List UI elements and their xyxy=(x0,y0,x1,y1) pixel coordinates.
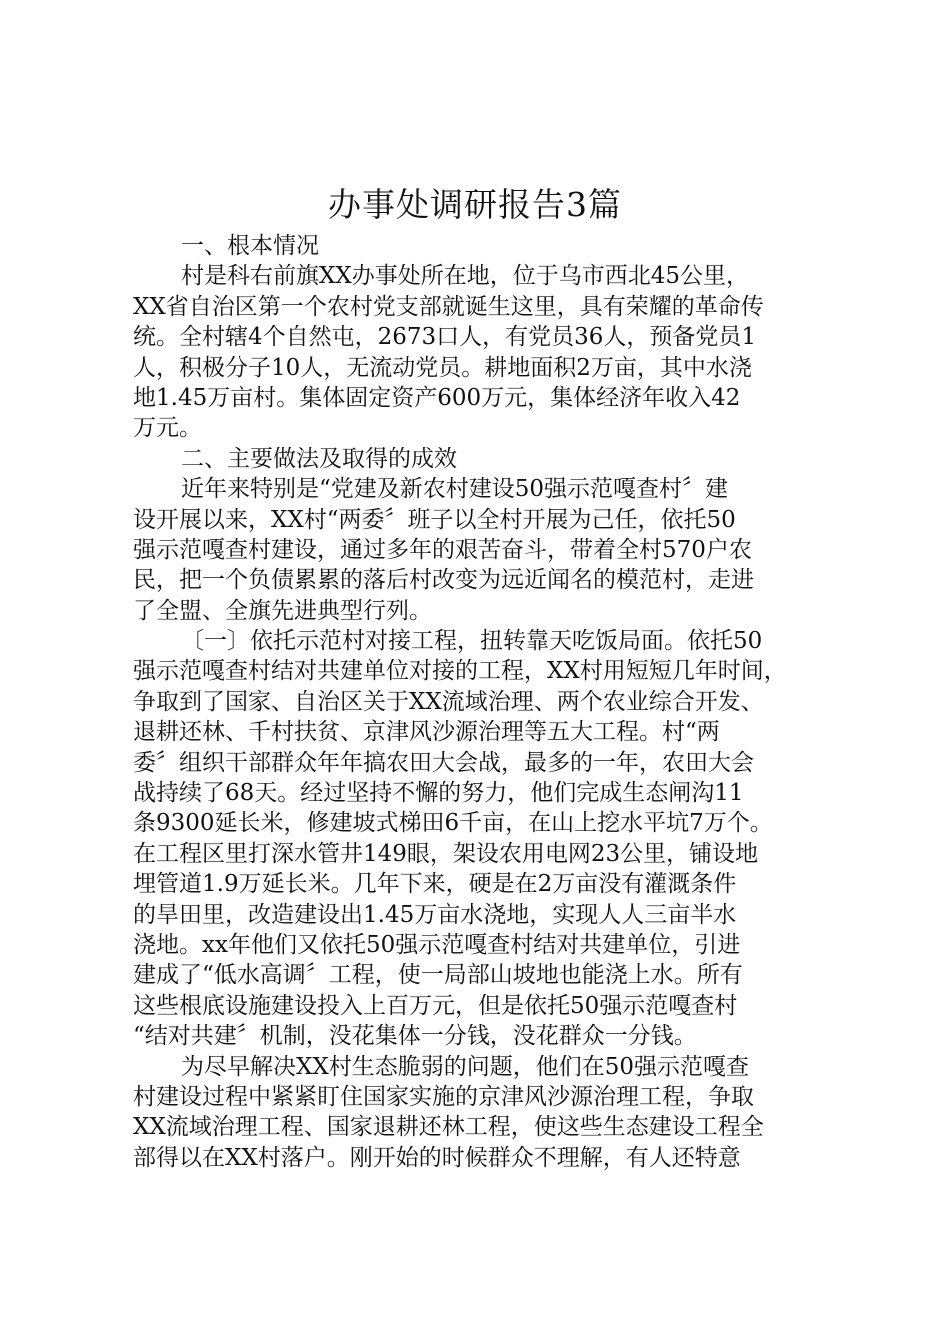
paragraph-line: 退耕还林、千村扶贫、京津风沙源治理等五大工程。村“两 xyxy=(133,719,720,746)
paragraph-line: 地1.45万亩村。集体固定资产600万元，集体经济年收入42 xyxy=(133,384,741,411)
paragraph-line: 民，把一个负债累累的落后村改变为远近闻名的模范村，走进 xyxy=(133,567,754,594)
paragraph-first-line: 为尽早解决XX村生态脆弱的问题，他们在50强示范嘎查 xyxy=(181,1053,750,1080)
paragraph-first-line: 一、根本情况 xyxy=(181,233,319,259)
document-title: 办事处调研报告3篇 xyxy=(328,185,622,224)
paragraph-first-line: 近年来特别是“党建及新农村建设50强示范嘎查村〞建 xyxy=(181,476,729,503)
paragraph-line: 强示范嘎查村结对共建单位对接的工程，XX村用短短几年时间， xyxy=(133,658,787,685)
paragraph-first-line: 〔一〕依托示范村对接工程，扭转靠天吃饭局面。依托50 xyxy=(181,628,763,655)
paragraph-line: “结对共建〞机制，没花集体一分钱，没花群众一分钱。 xyxy=(133,1023,697,1050)
paragraph-line: 村建设过程中紧紧盯住国家实施的京津风沙源治理工程，争取 xyxy=(133,1083,754,1110)
document-body xyxy=(133,231,833,1173)
paragraph-line: 部得以在XX村落户。刚开始的时候群众不理解，有人还特意 xyxy=(133,1144,741,1171)
paragraph-line: 建成了“低水高调〞工程，使一局部山坡地也能浇上水。所有 xyxy=(133,962,743,989)
paragraph-line: 设开展以来，XX村“两委〞班子以全村开展为己任，依托50 xyxy=(133,506,736,533)
paragraph-line: 强示范嘎查村建设，通过多年的艰苦奋斗，带着全村570户农 xyxy=(133,536,752,563)
paragraph-line: 的旱田里，改造建设出1.45万亩水浇地，实现人人三亩半水 xyxy=(133,901,737,928)
paragraph-line: 战持续了68天。经过坚持不懈的努力，他们完成生态闸沟11 xyxy=(133,780,744,807)
paragraph-line: 统。全村辖4个自然屯，2673口人，有党员36人，预备党员1 xyxy=(133,324,757,351)
paragraph-line: 了全盟、全旗先进典型行列。 xyxy=(133,597,432,624)
paragraph-line: 在工程区里打深水管井149眼，架设农用电网23公里，铺设地 xyxy=(133,840,759,867)
paragraph-line: 争取到了国家、自治区关于XX流域治理、两个农业综合开发、 xyxy=(133,688,764,715)
paragraph-line: 条9300延长米，修建坡式梯田6千亩，在山上挖水平坑7万个。 xyxy=(133,810,773,837)
paragraph-line: XX省自治区第一个农村党支部就诞生这里，具有荣耀的革命传 xyxy=(133,293,764,320)
paragraph-line: 人，积极分子10人，无流动党员。耕地面积2万亩，其中水浇 xyxy=(133,354,752,381)
paragraph-first-line: 二、主要做法及取得的成效 xyxy=(181,445,457,472)
paragraph-line: 这些根底设施建设投入上百万元，但是依托50强示范嘎查村 xyxy=(133,992,738,1019)
paragraph-line: 埋管道1.9万延长米。几年下来，硬是在2万亩没有灌溉条件 xyxy=(133,871,737,898)
paragraph-line: 委〞组织干部群众年年搞农田大会战，最多的一年，农田大会 xyxy=(133,749,754,776)
paragraph-line: 万元。 xyxy=(133,415,202,442)
paragraph-line: XX流域治理工程、国家退耕还林工程，使这些生态建设工程全 xyxy=(133,1114,764,1141)
paragraph-line: 浇地。xx年他们又依托50强示范嘎查村结对共建单位，引进 xyxy=(133,931,741,958)
paragraph-first-line: 村是科右前旗XX办事处所在地，位于乌市西北45公里， xyxy=(181,263,750,290)
